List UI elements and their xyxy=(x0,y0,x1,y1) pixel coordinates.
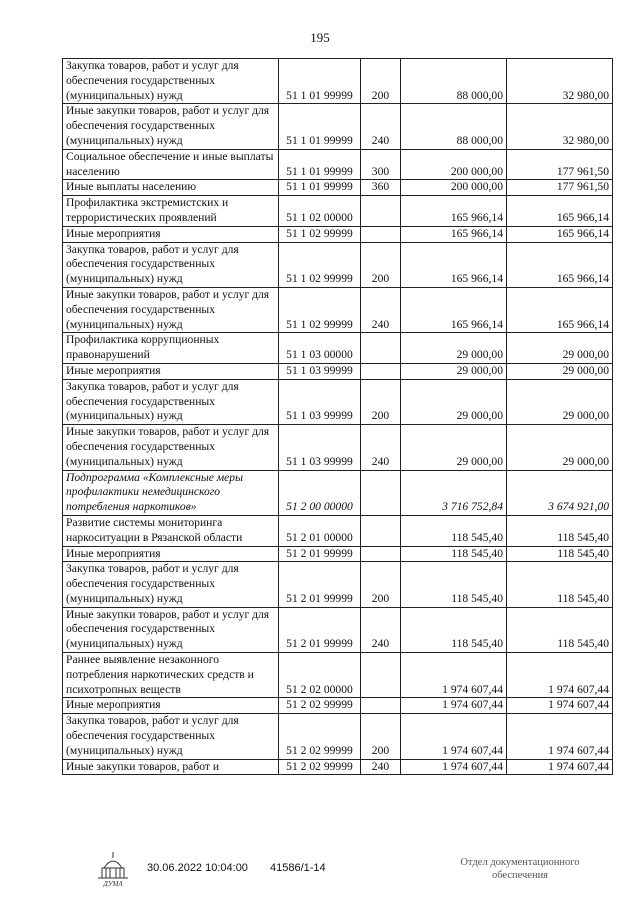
row-amount-plan-cell: 1 974 607,44 xyxy=(401,653,507,698)
table-row xyxy=(63,607,613,652)
row-amount-actual-cell: 177 961,50 xyxy=(507,180,613,196)
row-amount-actual-cell: 165 966,14 xyxy=(507,287,613,332)
row-name-cell: Профилактика экстремистских и террористических проявлений xyxy=(63,196,279,227)
row-expense-type-cell xyxy=(361,470,401,515)
row-name-cell: Иные закупки товаров, работ и услуг для обеспечения государственных (муниципальных) нужд xyxy=(63,425,279,470)
row-code-cell: 51 2 00 00000 xyxy=(279,470,361,515)
row-amount-plan-cell: 118 545,40 xyxy=(401,546,507,562)
row-amount-plan-cell: 165 966,14 xyxy=(401,196,507,227)
row-name-cell: Иные мероприятия xyxy=(63,226,279,242)
row-code-cell: 51 1 02 99999 xyxy=(279,226,361,242)
row-name-cell: Иные мероприятия xyxy=(63,546,279,562)
table-row xyxy=(63,287,613,332)
table-row xyxy=(63,379,613,424)
page-number: 195 xyxy=(310,30,330,45)
row-name-cell: Иные закупки товаров, работ и xyxy=(63,759,279,775)
table-row xyxy=(63,226,613,242)
row-name-cell: Иные мероприятия xyxy=(63,698,279,714)
row-expense-type-cell: 240 xyxy=(361,425,401,470)
row-name-cell: Иные закупки товаров, работ и услуг для обеспечения государственных (муниципальных) нужд xyxy=(63,607,279,652)
table-row xyxy=(63,196,613,227)
row-code-cell: 51 1 03 99999 xyxy=(279,425,361,470)
table-row xyxy=(63,59,613,104)
row-amount-actual-cell: 29 000,00 xyxy=(507,379,613,424)
row-amount-actual-cell: 32 980,00 xyxy=(507,104,613,149)
logo-text: ДУМА xyxy=(103,880,123,888)
row-expense-type-cell: 360 xyxy=(361,180,401,196)
row-expense-type-cell: 200 xyxy=(361,379,401,424)
table-row xyxy=(63,759,613,775)
row-code-cell: 51 2 01 99999 xyxy=(279,546,361,562)
row-amount-actual-cell: 165 966,14 xyxy=(507,196,613,227)
table-row xyxy=(63,714,613,759)
row-amount-actual-cell: 165 966,14 xyxy=(507,226,613,242)
row-code-cell: 51 1 03 99999 xyxy=(279,379,361,424)
row-code-cell: 51 2 01 99999 xyxy=(279,562,361,607)
row-amount-actual-cell: 118 545,40 xyxy=(507,562,613,607)
row-name-cell: Иные мероприятия xyxy=(63,363,279,379)
row-expense-type-cell: 200 xyxy=(361,59,401,104)
row-name-cell: Иные закупки товаров, работ и услуг для обеспечения государственных (муниципальных) нужд xyxy=(63,287,279,332)
row-amount-plan-cell: 200 000,00 xyxy=(401,180,507,196)
row-amount-actual-cell: 1 974 607,44 xyxy=(507,698,613,714)
row-code-cell: 51 2 02 00000 xyxy=(279,653,361,698)
budget-table-body xyxy=(63,59,613,775)
row-amount-plan-cell: 118 545,40 xyxy=(401,607,507,652)
row-name-cell: Подпрограмма «Комплексные меры профилактики немедицинского потребления наркотиков» xyxy=(63,470,279,515)
row-expense-type-cell xyxy=(361,333,401,364)
table-row xyxy=(63,104,613,149)
row-amount-actual-cell: 1 974 607,44 xyxy=(507,714,613,759)
row-expense-type-cell: 200 xyxy=(361,242,401,287)
footer-doc-number: 41586/1-14 xyxy=(270,862,326,874)
row-amount-plan-cell: 29 000,00 xyxy=(401,379,507,424)
table-row xyxy=(63,242,613,287)
row-code-cell: 51 2 02 99999 xyxy=(279,759,361,775)
row-expense-type-cell xyxy=(361,363,401,379)
row-amount-actual-cell: 1 974 607,44 xyxy=(507,759,613,775)
row-amount-plan-cell: 29 000,00 xyxy=(401,363,507,379)
table-row xyxy=(63,653,613,698)
row-name-cell: Закупка товаров, работ и услуг для обеспечения государственных (муниципальных) нужд xyxy=(63,242,279,287)
row-amount-actual-cell: 118 545,40 xyxy=(507,515,613,546)
row-code-cell: 51 1 03 00000 xyxy=(279,333,361,364)
row-amount-actual-cell: 165 966,14 xyxy=(507,242,613,287)
row-code-cell: 51 1 02 99999 xyxy=(279,242,361,287)
table-row xyxy=(63,562,613,607)
row-code-cell: 51 2 01 99999 xyxy=(279,607,361,652)
row-amount-plan-cell: 165 966,14 xyxy=(401,226,507,242)
table-row xyxy=(63,698,613,714)
table-row xyxy=(63,333,613,364)
footer-stamp: Отдел документационного обеспечения xyxy=(460,857,580,881)
row-amount-plan-cell: 165 966,14 xyxy=(401,242,507,287)
table-row xyxy=(63,515,613,546)
row-amount-actual-cell: 118 545,40 xyxy=(507,607,613,652)
row-code-cell: 51 1 02 99999 xyxy=(279,287,361,332)
row-amount-plan-cell: 3 716 752,84 xyxy=(401,470,507,515)
row-name-cell: Закупка товаров, работ и услуг для обеспечения государственных (муниципальных) нужд xyxy=(63,714,279,759)
row-expense-type-cell: 200 xyxy=(361,562,401,607)
row-code-cell: 51 2 01 00000 xyxy=(279,515,361,546)
table-row xyxy=(63,470,613,515)
row-amount-plan-cell: 88 000,00 xyxy=(401,59,507,104)
row-code-cell: 51 1 02 00000 xyxy=(279,196,361,227)
table-row xyxy=(63,425,613,470)
row-amount-actual-cell: 177 961,50 xyxy=(507,149,613,180)
row-code-cell: 51 1 01 99999 xyxy=(279,149,361,180)
table-row xyxy=(63,363,613,379)
row-expense-type-cell xyxy=(361,698,401,714)
row-name-cell: Иные выплаты населению xyxy=(63,180,279,196)
row-amount-plan-cell: 1 974 607,44 xyxy=(401,759,507,775)
row-expense-type-cell xyxy=(361,515,401,546)
row-amount-plan-cell: 1 974 607,44 xyxy=(401,698,507,714)
row-code-cell: 51 1 01 99999 xyxy=(279,104,361,149)
table-row xyxy=(63,180,613,196)
row-amount-plan-cell: 118 545,40 xyxy=(401,562,507,607)
row-amount-plan-cell: 88 000,00 xyxy=(401,104,507,149)
row-expense-type-cell: 240 xyxy=(361,607,401,652)
row-expense-type-cell xyxy=(361,653,401,698)
row-amount-plan-cell: 118 545,40 xyxy=(401,515,507,546)
table-row xyxy=(63,546,613,562)
duma-logo xyxy=(92,850,134,888)
table-row xyxy=(63,149,613,180)
row-amount-actual-cell: 32 980,00 xyxy=(507,59,613,104)
row-expense-type-cell xyxy=(361,196,401,227)
row-expense-type-cell: 200 xyxy=(361,714,401,759)
row-amount-actual-cell: 29 000,00 xyxy=(507,333,613,364)
row-code-cell: 51 1 01 99999 xyxy=(279,59,361,104)
row-amount-actual-cell: 1 974 607,44 xyxy=(507,653,613,698)
row-expense-type-cell: 240 xyxy=(361,104,401,149)
row-expense-type-cell: 240 xyxy=(361,287,401,332)
budget-table xyxy=(62,58,613,775)
row-name-cell: Социальное обеспечение и иные выплаты населению xyxy=(63,149,279,180)
row-name-cell: Иные закупки товаров, работ и услуг для обеспечения государственных (муниципальных) нужд xyxy=(63,104,279,149)
row-code-cell: 51 2 02 99999 xyxy=(279,698,361,714)
row-expense-type-cell: 240 xyxy=(361,759,401,775)
row-name-cell: Раннее выявление незаконного потребления наркотических средств и психотропных веществ xyxy=(63,653,279,698)
row-amount-plan-cell: 29 000,00 xyxy=(401,425,507,470)
row-code-cell: 51 2 02 99999 xyxy=(279,714,361,759)
row-amount-plan-cell: 29 000,00 xyxy=(401,333,507,364)
row-amount-actual-cell: 3 674 921,00 xyxy=(507,470,613,515)
row-name-cell: Закупка товаров, работ и услуг для обеспечения государственных (муниципальных) нужд xyxy=(63,562,279,607)
row-amount-actual-cell: 29 000,00 xyxy=(507,363,613,379)
row-code-cell: 51 1 03 99999 xyxy=(279,363,361,379)
row-name-cell: Закупка товаров, работ и услуг для обеспечения государственных (муниципальных) нужд xyxy=(63,59,279,104)
row-amount-plan-cell: 200 000,00 xyxy=(401,149,507,180)
row-expense-type-cell xyxy=(361,546,401,562)
row-expense-type-cell xyxy=(361,226,401,242)
row-amount-plan-cell: 165 966,14 xyxy=(401,287,507,332)
row-code-cell: 51 1 01 99999 xyxy=(279,180,361,196)
row-expense-type-cell: 300 xyxy=(361,149,401,180)
row-amount-actual-cell: 29 000,00 xyxy=(507,425,613,470)
row-amount-actual-cell: 118 545,40 xyxy=(507,546,613,562)
row-name-cell: Развитие системы мониторинга наркоситуации в Рязанской области xyxy=(63,515,279,546)
row-name-cell: Закупка товаров, работ и услуг для обеспечения государственных (муниципальных) нужд xyxy=(63,379,279,424)
row-name-cell: Профилактика коррупционных правонарушений xyxy=(63,333,279,364)
row-amount-plan-cell: 1 974 607,44 xyxy=(401,714,507,759)
footer-datetime: 30.06.2022 10:04:00 xyxy=(147,862,248,874)
